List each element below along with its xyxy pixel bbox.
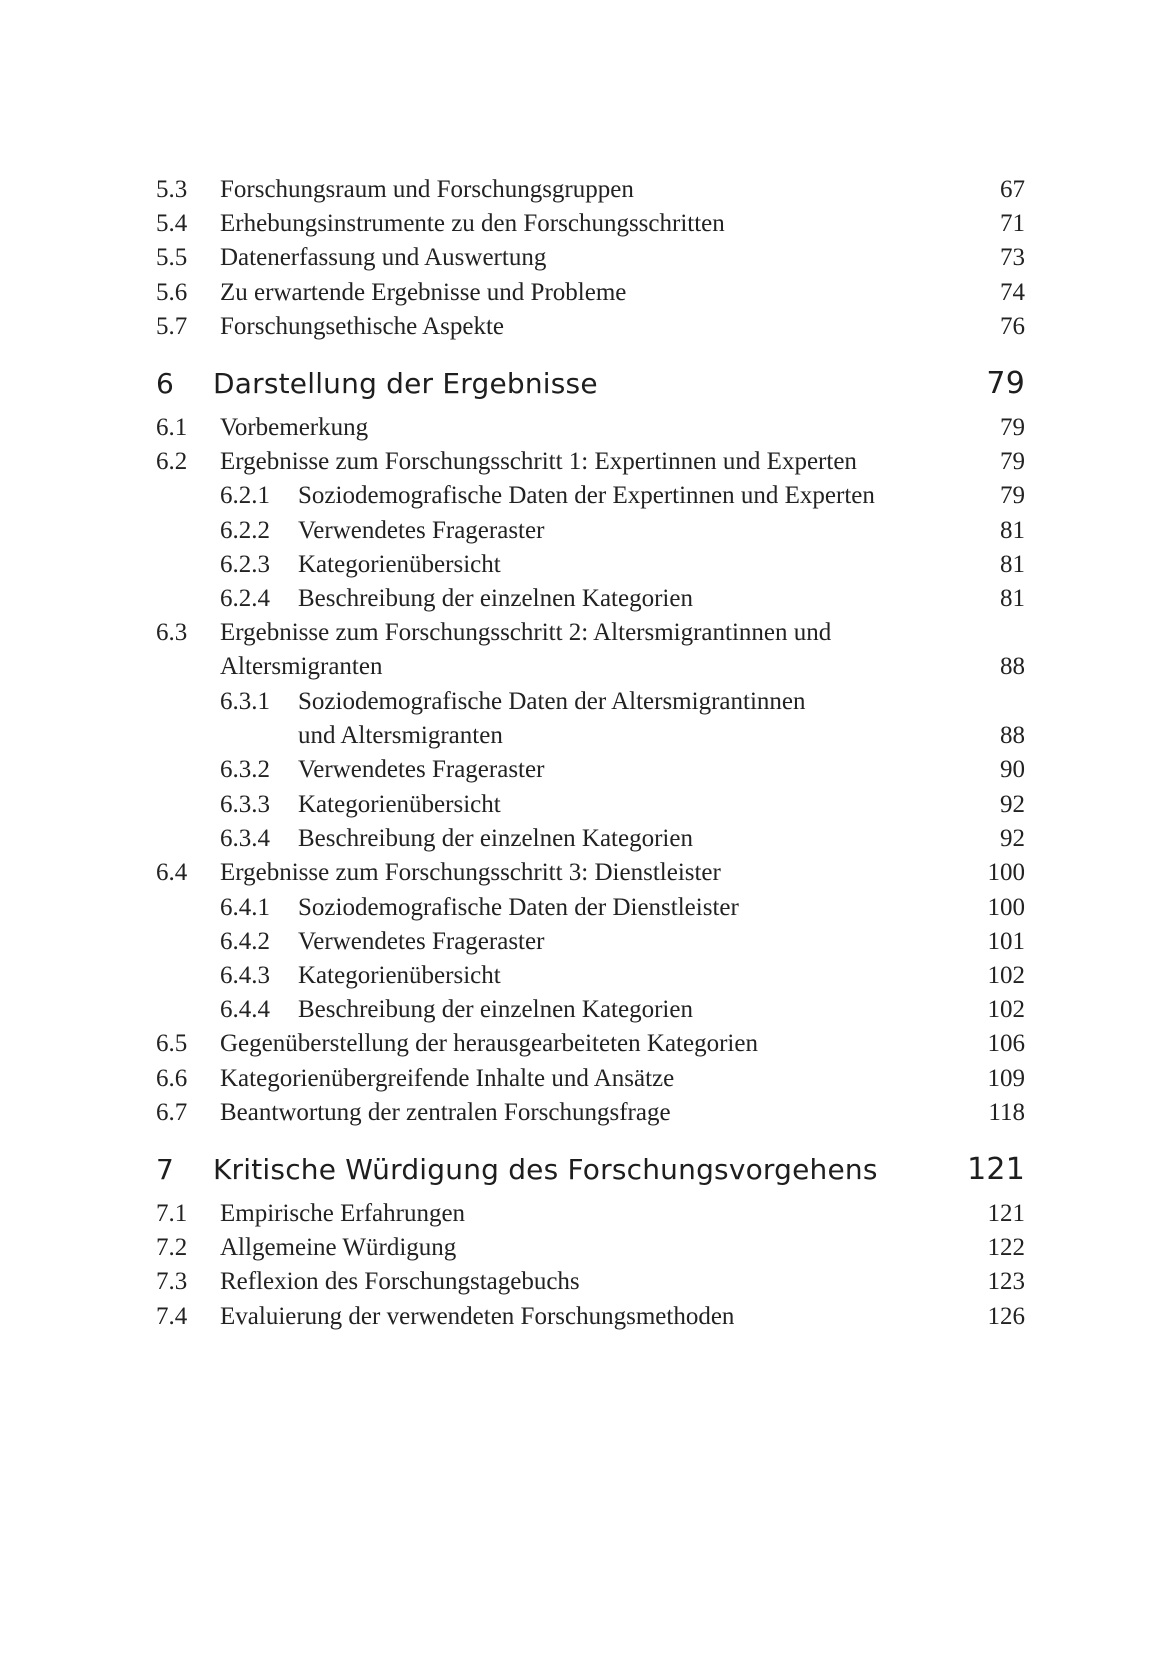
toc-entry-title: Zu erwartende Ergebnisse und Probleme <box>220 279 627 306</box>
toc-entry-number: 5.5 <box>156 244 188 271</box>
toc-entry[interactable] <box>0 1061 1166 1097</box>
toc-entry-title: Soziodemografische Daten der Expertinnen und Experten <box>298 482 875 509</box>
toc-entry[interactable] <box>0 444 1166 480</box>
toc-entry[interactable] <box>0 513 1166 549</box>
toc-entry-title: Kategorienübersicht <box>298 962 501 989</box>
toc-entry-title: und Altersmigranten <box>298 722 503 749</box>
toc-entry-title: Soziodemografische Daten der Altersmigrantinnen <box>298 688 806 715</box>
toc-entry-number: 6.3.2 <box>220 756 270 783</box>
toc-entry-page: 106 <box>987 1030 1025 1057</box>
toc-entry-title: Altersmigranten <box>220 653 383 680</box>
toc-entry[interactable] <box>0 649 1166 685</box>
toc-entry-number: 6.2.3 <box>220 551 270 578</box>
toc-entry-page: 101 <box>987 928 1025 955</box>
toc-entry-number: 5.6 <box>156 279 188 306</box>
toc-entry-page: 123 <box>987 1268 1025 1295</box>
toc-entry-number: 6.6 <box>156 1065 188 1092</box>
toc-entry-title: Ergebnisse zum Forschungsschritt 2: Altersmigrantinnen und <box>220 619 832 646</box>
toc-entry-number: 7.4 <box>156 1303 188 1330</box>
toc-entry[interactable] <box>0 890 1166 926</box>
toc-entry-page: 118 <box>988 1099 1025 1126</box>
toc-entry-page: 81 <box>1000 517 1025 544</box>
toc-entry[interactable] <box>0 787 1166 823</box>
toc-entry[interactable] <box>0 1299 1166 1335</box>
toc-entry-title: Beschreibung der einzelnen Kategorien <box>298 996 693 1023</box>
toc-entry[interactable] <box>0 992 1166 1028</box>
toc-entry-number: 6.5 <box>156 1030 188 1057</box>
toc-entry[interactable] <box>0 752 1166 788</box>
toc-entry-title: Verwendetes Frageraster <box>298 756 545 783</box>
toc-entry-page: 67 <box>1000 176 1025 203</box>
toc-entry-page: 81 <box>1000 551 1025 578</box>
toc-entry-title: Kategorienübergreifende Inhalte und Ansätze <box>220 1065 675 1092</box>
toc-entry-title: Gegenüberstellung der herausgearbeiteten Kategorien <box>220 1030 758 1057</box>
toc-entry-title: Soziodemografische Daten der Dienstleister <box>298 894 739 921</box>
toc-entry-title: Reflexion des Forschungstagebuchs <box>220 1268 580 1295</box>
toc-entry-number: 6.2.4 <box>220 585 270 612</box>
toc-entry[interactable] <box>0 855 1166 891</box>
toc-entry-title: Forschungsethische Aspekte <box>220 313 504 340</box>
toc-entry-number: 6.4.4 <box>220 996 270 1023</box>
toc-entry[interactable] <box>0 1095 1166 1131</box>
toc-entry-number: 6.3.4 <box>220 825 270 852</box>
toc-entry-page: 102 <box>987 996 1025 1023</box>
toc-entry-title: Vorbemerkung <box>220 414 369 441</box>
toc-entry-title: Kategorienübersicht <box>298 551 501 578</box>
toc-entry[interactable] <box>0 1230 1166 1266</box>
toc-entry-title: Darstellung der Ergebnisse <box>213 367 598 400</box>
toc-entry[interactable] <box>0 924 1166 960</box>
toc-entry-page: 102 <box>987 962 1025 989</box>
toc-entry[interactable] <box>0 275 1166 311</box>
toc-entry[interactable] <box>0 1264 1166 1300</box>
toc-entry-title: Forschungsraum und Forschungsgruppen <box>220 176 634 203</box>
toc-entry[interactable] <box>0 206 1166 242</box>
toc-entry-page: 92 <box>1000 791 1025 818</box>
toc-entry-page: 100 <box>987 894 1025 921</box>
toc-entry-title: Empirische Erfahrungen <box>220 1200 466 1227</box>
toc-entry-number: 7.1 <box>156 1200 188 1227</box>
toc-entry[interactable] <box>0 1026 1166 1062</box>
toc-entry-number: 6.7 <box>156 1099 188 1126</box>
toc-entry-page: 88 <box>1000 722 1025 749</box>
toc-entry-title: Datenerfassung und Auswertung <box>220 244 547 271</box>
toc-entry[interactable] <box>0 172 1166 208</box>
toc-entry-title: Beschreibung der einzelnen Kategorien <box>298 825 693 852</box>
toc-entry-number: 6.4.3 <box>220 962 270 989</box>
toc-entry[interactable] <box>0 821 1166 857</box>
toc-entry[interactable] <box>0 958 1166 994</box>
toc-chapter-entry[interactable] <box>0 1148 1166 1192</box>
toc-entry-number: 6 <box>156 367 175 400</box>
toc-entry[interactable] <box>0 240 1166 276</box>
toc-entry[interactable] <box>0 478 1166 514</box>
toc-entry-number: 7.3 <box>156 1268 188 1295</box>
toc-entry-title: Allgemeine Würdigung <box>220 1234 457 1261</box>
toc-entry-number: 6.4 <box>156 859 188 886</box>
toc-entry[interactable] <box>0 581 1166 617</box>
toc-chapter-entry[interactable] <box>0 362 1166 406</box>
toc-entry-title: Ergebnisse zum Forschungsschritt 1: Expertinnen und Experten <box>220 448 857 475</box>
toc-entry-number: 7.2 <box>156 1234 188 1261</box>
toc-entry-number: 6.1 <box>156 414 188 441</box>
toc-entry-page: 71 <box>1000 210 1025 237</box>
toc-entry-page: 79 <box>1000 448 1025 475</box>
toc-entry-number: 6.3.1 <box>220 688 270 715</box>
toc-entry-page: 90 <box>1000 756 1025 783</box>
toc-entry-title: Kritische Würdigung des Forschungsvorgehens <box>213 1153 878 1186</box>
toc-entry-title: Evaluierung der verwendeten Forschungsmethoden <box>220 1303 735 1330</box>
toc-entry-page: 122 <box>987 1234 1025 1261</box>
toc-entry[interactable] <box>0 1196 1166 1232</box>
toc-entry-number: 6.3 <box>156 619 188 646</box>
toc-entry-page: 100 <box>987 859 1025 886</box>
toc-entry-page: 74 <box>1000 279 1025 306</box>
toc-entry-page: 79 <box>1000 482 1025 509</box>
toc-entry-page: 126 <box>987 1303 1025 1330</box>
toc-entry[interactable] <box>0 309 1166 345</box>
toc-entry-page: 88 <box>1000 653 1025 680</box>
toc-entry[interactable] <box>0 410 1166 446</box>
toc-entry-title: Verwendetes Frageraster <box>298 928 545 955</box>
toc-entry-number: 5.3 <box>156 176 188 203</box>
toc-entry-page: 73 <box>1000 244 1025 271</box>
toc-entry-number: 6.3.3 <box>220 791 270 818</box>
toc-entry-page: 121 <box>967 1152 1025 1187</box>
toc-entry-page: 121 <box>987 1200 1025 1227</box>
toc-entry-number: 6.2 <box>156 448 188 475</box>
toc-entry-title: Verwendetes Frageraster <box>298 517 545 544</box>
toc-entry-page: 79 <box>1000 414 1025 441</box>
toc-entry[interactable] <box>0 547 1166 583</box>
toc-entry[interactable] <box>0 615 1166 651</box>
toc-entry-number: 7 <box>156 1153 175 1186</box>
toc-entry-title: Ergebnisse zum Forschungsschritt 3: Dienstleister <box>220 859 721 886</box>
toc-entry-page: 109 <box>987 1065 1025 1092</box>
toc-entry-title: Beantwortung der zentralen Forschungsfrage <box>220 1099 671 1126</box>
toc-entry-page: 92 <box>1000 825 1025 852</box>
toc-entry-number: 5.4 <box>156 210 188 237</box>
toc-entry-number: 6.4.2 <box>220 928 270 955</box>
toc-entry-title: Kategorienübersicht <box>298 791 501 818</box>
toc-entry-number: 6.4.1 <box>220 894 270 921</box>
toc-entry-number: 6.2.1 <box>220 482 270 509</box>
toc-entry-number: 6.2.2 <box>220 517 270 544</box>
toc-entry-page: 79 <box>986 366 1025 401</box>
toc-entry-page: 81 <box>1000 585 1025 612</box>
toc-entry-number: 5.7 <box>156 313 188 340</box>
toc-entry-title: Erhebungsinstrumente zu den Forschungsschritten <box>220 210 725 237</box>
toc-entry[interactable] <box>0 718 1166 754</box>
toc-entry-title: Beschreibung der einzelnen Kategorien <box>298 585 693 612</box>
toc-entry-page: 76 <box>1000 313 1025 340</box>
toc-entry[interactable] <box>0 684 1166 720</box>
